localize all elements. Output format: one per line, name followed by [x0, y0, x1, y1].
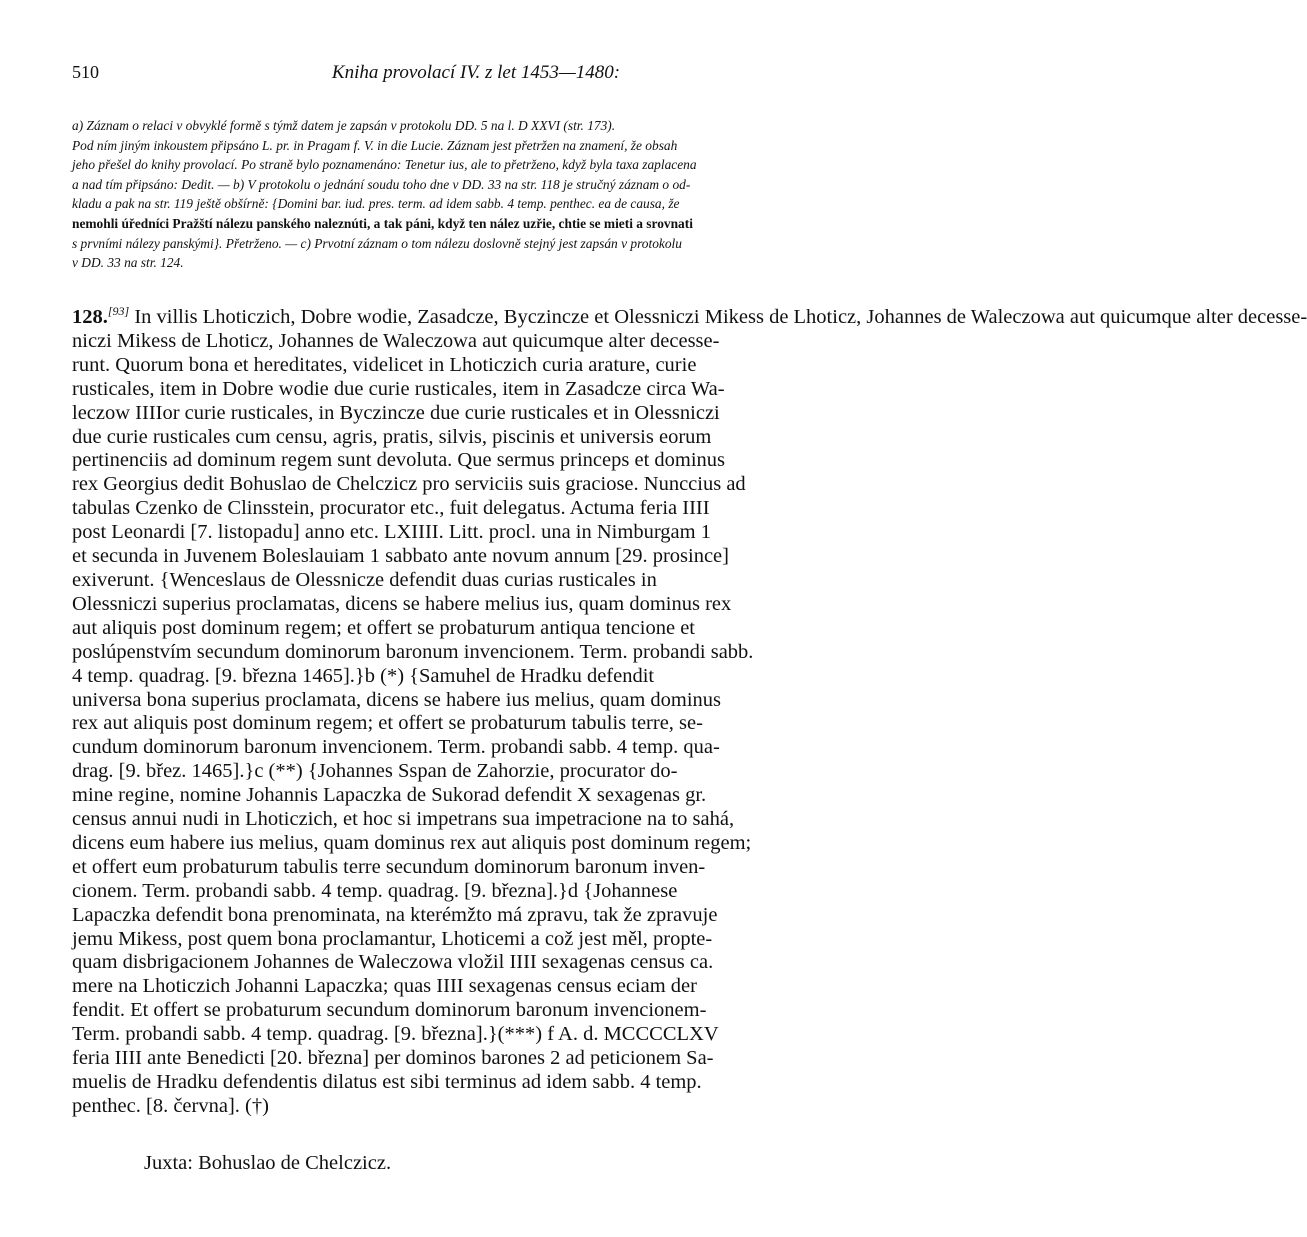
- entry-text-line: due curie rusticales cum censu, agris, pratis, silvis, piscinis et universis eorum: [72, 425, 712, 448]
- entry-text-line: cundum dominorum baronum invencionem. Term. probandi sabb. 4 temp. qua-: [72, 736, 720, 759]
- entry-text-line: Olessniczi superius proclamatas, dicens se habere melius ius, quam dominus rex: [72, 592, 732, 615]
- entry-text-line: mere na Lhoticzich Johanni Lapaczka; quas IIII sexagenas census eciam der: [72, 975, 697, 998]
- entry-text-line: runt. Quorum bona et hereditates, videlicet in Lhoticzich curia arature, curie: [72, 353, 697, 376]
- entry-text-line: niczi Mikess de Lhoticz, Johannes de Waleczowa aut quicumque alter decesse-: [72, 329, 720, 352]
- entry-line: [72, 304, 1307, 330]
- entry-128: [72, 304, 1307, 1119]
- footnote-line: s prvními nálezy panskými}. Přetrženo. — c) Prvotní záznam o tom nálezu doslovně stejný jest zapsán v protokolu: [72, 235, 682, 251]
- footnotes-block: [72, 116, 890, 273]
- footnote-line: a nad tím připsáno: Dedit. — b) V protokolu o jednání soudu toho dne v DD. 33 na str. 118 je stručný záznam o od-: [72, 176, 691, 192]
- entry-text-line: cionem. Term. probandi sabb. 4 temp. quadrag. [9. března].}d {Johannese: [72, 879, 678, 902]
- entry-text-line: feria IIII ante Benedicti [20. března] per dominos barones 2 ad peticionem Sa-: [72, 1047, 714, 1070]
- entry-text-line: muelis de Hradku defendentis dilatus est sibi terminus ad idem sabb. 4 temp.: [72, 1071, 702, 1093]
- entry-text-line: mine regine, nomine Johannis Lapaczka de Sukorad defendit X sexagenas gr.: [72, 784, 707, 807]
- entry-text-line: census annui nudi in Lhoticzich, et hoc si impetrans sua impetracione na to sahá,: [72, 808, 735, 831]
- entry-text-line: pertinenciis ad dominum regem sunt devoluta. Que sermus princeps et dominus: [72, 449, 726, 472]
- entry-text-line: et secunda in Juvenem Boleslauiam 1 sabbato ante novum annum [29. prosince]: [72, 545, 729, 568]
- entry-text-line: Lapaczka defendit bona prenominata, na kterémžto má zpravu, tak že zpravuje: [72, 903, 718, 926]
- entry-text-line: quam disbrigacionem Johannes de Waleczowa vložil IIII sexagenas census ca.: [72, 951, 714, 974]
- entry-text-line: leczow IIIIor curie rusticales, in Byczincze due curie rusticales et in Olessniczi: [72, 401, 720, 424]
- entry-text-line: aut aliquis post dominum regem; et offert se probaturum antiqua tencione et: [72, 616, 695, 639]
- running-title: Kniha provolací IV. z let 1453—1480:: [331, 62, 621, 83]
- page-header: [72, 62, 880, 90]
- entry-text-line: tabulas Czenko de Clinsstein, procurator etc., fuit delegatus. Actuma feria IIII: [72, 497, 710, 520]
- entry-text-line: rusticales, item in Dobre wodie due curie rusticales, item in Zasadcze circa Wa-: [72, 377, 725, 400]
- entry-text-line: et offert eum probaturum tabulis terre secundum dominorum baronum inven-: [72, 855, 706, 878]
- entry-text-line: exiverunt. {Wenceslaus de Olessnicze defendit duas curias rusticales in: [72, 568, 657, 591]
- entry-text-line: dicens eum habere ius melius, quam dominus rex aut aliquis post dominum regem;: [72, 831, 752, 854]
- entry-text-line: fendit. Et offert se probaturum secundum dominorum baronum invencionem-: [72, 999, 707, 1022]
- note-reference: [93]: [107, 304, 130, 319]
- footnote-line: kladu a pak na str. 119 ještě obšírně: {Domini bar. iud. pres. term. ad idem sabb. 4 temp. penthec. ea de causa, že: [72, 196, 680, 212]
- footnote-line: nemohli úředníci Pražští nálezu panského naleznúti, a tak páni, když ten nález uzřie, chtie se mieti a srovnati: [72, 215, 693, 231]
- entry-number: 128.: [72, 306, 108, 328]
- entry-text-line: universa bona superius proclamata, dicens se habere ius melius, quam dominus: [72, 688, 722, 711]
- entry-text-line: Term. probandi sabb. 4 temp. quadrag. [9. března].}(***) f A. d. MCCCCLXV: [72, 1023, 719, 1046]
- entry-text-line: In villis Lhoticzich, Dobre wodie, Zasadcze, Byczincze et Olessniczi Mikess de Lhoticz, Johannes de Waleczowa aut quicumque alter decesse-: [134, 306, 1307, 328]
- footnote-line: jeho přešel do knihy provolací. Po straně bylo poznamenáno: Tenetur ius, ale to přetrženo, když byla taxa zaplacena: [72, 157, 697, 173]
- entry-text-line: post Leonardi [7. listopadu] anno etc. LXIIII. Litt. procl. una in Nimburgam 1: [72, 521, 711, 544]
- footnote-line: v DD. 33 na str. 124.: [72, 255, 184, 271]
- entry-text-line: 4 temp. quadrag. [9. března 1465].}b (*) {Samuhel de Hradku defendit: [72, 664, 655, 687]
- entry-text-line: drag. [9. břez. 1465].}c (**) {Johannes Sspan de Zahorzie, procurator do-: [72, 760, 678, 783]
- footnote-line: Pod ním jiným inkoustem připsáno L. pr. in Pragam f. V. in die Lucie. Záznam jest přetržen na znamení, že obsah: [72, 137, 678, 153]
- juxta-note: Juxta: Bohuslao de Chelczicz.: [144, 1152, 392, 1174]
- entry-text-line: jemu Mikess, post quem bona proclamantur, Lhoticemi a což jest měl, propte-: [72, 927, 713, 950]
- footnote-line: a) Záznam o relaci v obvyklé formě s týmž datem je zapsán v protokolu DD. 5 na l. D XXVI (str. 173).: [72, 118, 616, 133]
- entry-text-line: poslúpenstvím secundum dominorum baronum invencionem. Term. probandi sabb.: [72, 640, 754, 663]
- entry-text-line: penthec. [8. června]. (†): [72, 1094, 269, 1117]
- entry-text-line: rex aut aliquis post dominum regem; et offert se probaturum tabulis terre, se-: [72, 712, 703, 735]
- page-number: 510: [72, 62, 99, 82]
- entry-text-line: rex Georgius dedit Bohuslao de Chelczicz pro serviciis suis graciose. Nunccius ad: [72, 473, 746, 496]
